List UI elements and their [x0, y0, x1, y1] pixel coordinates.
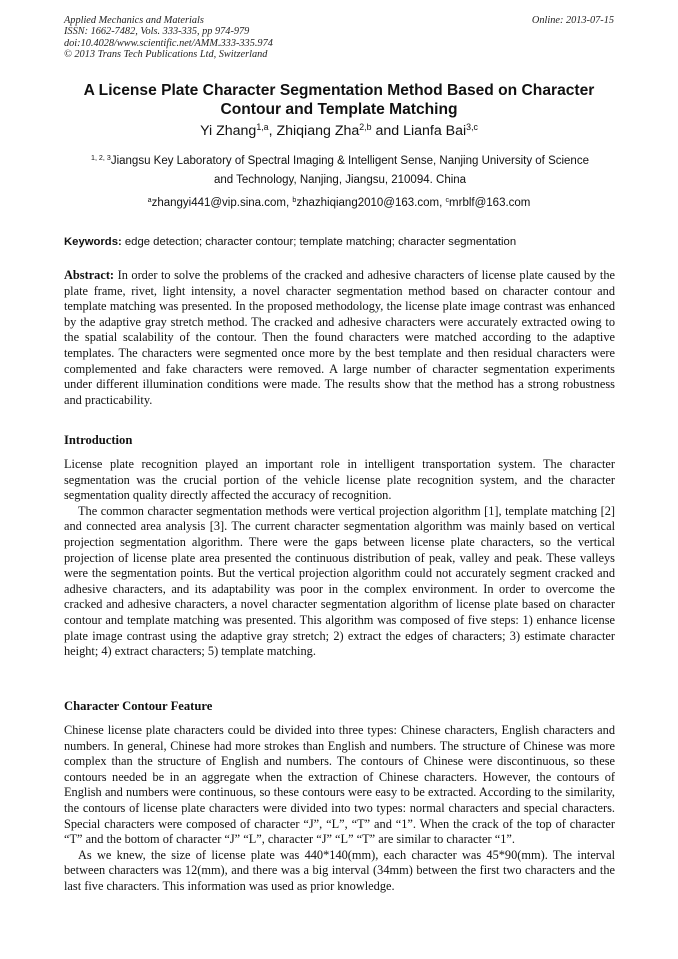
abstract-text: In order to solve the problems of the cracked and adhesive characters of license plate caused by the plate frame, rivet, light intensity, a novel character segmentation method based on character contour and template matching was presented. In the proposed methodology, the license plate image contrast was enhanced by the adaptive gray stretch method. The cracked and adhesive characters were accurately extracted owing to the spatial scalability of the contour. Then the found characters were matched according to the adaptive templates. The characters were segmented once more by the best template and then residual characters were complemented and fake characters were removed. A large number of character segmentation experiments under different illumination conditions were made. The results show that the method has a strong robustness and practicability.: [64, 268, 615, 407]
email-a: zhangyi441@vip.sina.com,: [151, 197, 293, 209]
introduction-body: [64, 457, 615, 660]
keywords: [64, 235, 624, 249]
introduction-paragraph-1: License plate recognition played an important role in intelligent transportation system. The character segmentation was the crucial portion of the vehicle license plate recognition system, and the character segmentation quality directly affected the accuracy of recognition.: [64, 457, 615, 503]
journal-header: [64, 15, 273, 60]
contour-paragraph-2: As we knew, the size of license plate was 440*140(mm), each character was 45*90(mm). The interval between characters was 12(mm), and there was a big interval (34mm) between the first two characters and the last five characters. This information was used as prior knowledge.: [64, 847, 615, 893]
doi-line: doi:10.4028/www.scientific.net/AMM.333-335.974: [64, 37, 273, 49]
contour-paragraph-1: Chinese license plate characters could be divided into three types: Chinese characters, English characters and numbers. In general, Chinese had more strokes than English and numbers. The structure of Chinese was more complex than the structure of English and numbers. The contours of Chinese were discontinuous, so these contours needed be in an aggregate when the extraction of Chinese characters. However, the contours of English and numbers were continuous, so these contours were easy to be extracted. According to the similarity, the contours of license plate characters were divided into two types: normal characters and special characters. Special characters were composed of character “J”, “L”, “T” and “1”. When the crack of the top of character “T” and the bottom of character “J” “L”, character “J” “L” “T” are similar to character “1”.: [64, 723, 615, 847]
email-a-sup: a: [147, 195, 152, 204]
affiliation-sup: 1, 2, 3: [91, 153, 111, 162]
author-2: Zhiqiang Zha: [276, 123, 360, 139]
author-3: Lianfa Bai: [403, 123, 467, 139]
issn-line: ISSN: 1662-7482, Vols. 333-335, pp 974-979: [64, 26, 250, 38]
title-line-2: Contour and Template Matching: [220, 101, 458, 118]
affiliation-line-1: Jiangsu Key Laboratory of Spectral Imaging & Intelligent Sense, Nanjing University of Science: [110, 155, 589, 167]
author-1: Yi Zhang: [200, 123, 257, 139]
keywords-text: edge detection; character contour; template matching; character segmentation: [121, 236, 517, 248]
introduction-heading: Introduction: [64, 433, 133, 447]
copyright-line: © 2013 Trans Tech Publications Ltd, Switzerland: [64, 48, 268, 60]
title-line-1: A License Plate Character Segmentation Method Based on Character: [83, 82, 595, 99]
keywords-label: Keywords:: [64, 236, 122, 248]
abstract-label: Abstract:: [64, 268, 115, 282]
email-c-sup: c: [445, 195, 450, 204]
journal-name: Applied Mechanics and Materials: [64, 15, 204, 26]
email-b: zhazhiqiang2010@163.com,: [296, 197, 446, 209]
affiliation-line-2: and Technology, Nanjing, Jiangsu, 210094. China: [213, 174, 467, 186]
contour-heading: Character Contour Feature: [64, 699, 213, 713]
author-2-sup: 2,b: [359, 121, 372, 132]
email-b-sup: b: [292, 195, 297, 204]
author-3-sup: 3,c: [466, 121, 478, 132]
introduction-paragraph-2: The common character segmentation methods were vertical projection algorithm [1], template matching [2] and connected area analysis [3]. The current character segmentation algorithm was mainly based on vertical projection segmentation algorithm. There were the gaps between license plate characters, so the vertical projection of license plate area presented the continuous distribution of peak, valley and peak. These valleys were the segmentation points. But the vertical projection algorithm could not accurately segment cracked and adhesive characters, and its adaptability was poor in the complex environment. In order to overcome the cracked and adhesive characters, a novel character segmentation algorithm of license plate based on character contour and template matching was presented. This algorithm was composed of five steps: 1) enhance license plate image contrast using the adaptive gray stretch; 2) extract the edges of characters; 3) estimate character height; 4) extract characters; 5) template matching.: [64, 503, 615, 659]
email-c: mrblf@163.com: [449, 197, 531, 209]
author-sep-1: ,: [268, 123, 277, 139]
affiliation: [60, 152, 620, 190]
contour-body: [64, 723, 615, 895]
online-date: Online: 2013-07-15: [531, 15, 614, 26]
email-list: [40, 196, 638, 210]
author-list: [40, 122, 638, 140]
paper-title: [40, 81, 638, 119]
author-1-sup: 1,a: [256, 121, 269, 132]
abstract: [64, 268, 615, 408]
author-sep-2: and: [371, 123, 404, 139]
